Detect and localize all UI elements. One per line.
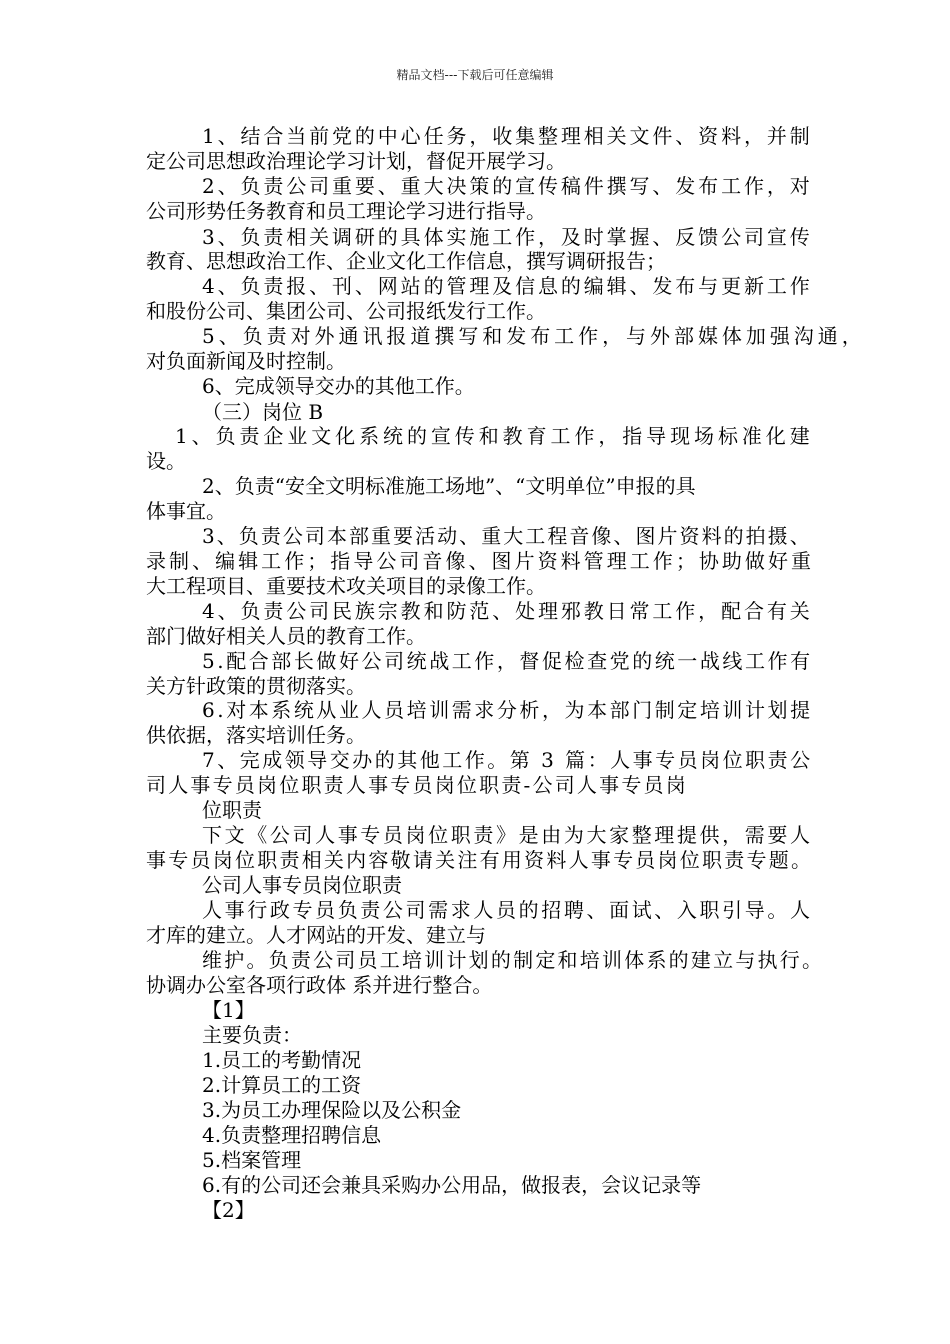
text-line: 司人事专员岗位职责人事专员岗位职责-公司人事专员岗 [146, 773, 688, 797]
text-line: 7、完成领导交办的其他工作。第 3 篇：人事专员岗位职责公 [202, 748, 813, 772]
text-line: 部门做好相关人员的教育工作。 [146, 624, 426, 648]
text-line: 2.计算员工的工资 [202, 1073, 362, 1097]
text-line: 1、结合当前党的中心任务，收集整理相关文件、资料，并制 [202, 124, 813, 148]
text-line: 下文《公司人事专员岗位职责》是由为大家整理提供，需要人 [202, 823, 813, 847]
text-line: 3、负责相关调研的具体实施工作，及时掌握、反馈公司宣传 [202, 225, 813, 249]
text-line: 1.员工的考勤情况 [202, 1048, 362, 1072]
text-line: 事专员岗位职责相关内容敬请关注有用资料人事专员岗位职责专题。 [146, 848, 814, 872]
text-line: 6.有的公司还会兼具采购办公用品，做报表，会议记录等 [202, 1173, 702, 1197]
text-line: 5、负责对外通讯报道撰写和发布工作，与外部媒体加强沟通， [202, 324, 866, 348]
text-line: 维护。负责公司员工培训计划的制定和培训体系的建立与执行。 [202, 948, 825, 972]
text-line: 5.配合部长做好公司统战工作，督促检查党的统一战线工作有 [202, 649, 813, 673]
text-line: 体事宜。 [146, 499, 226, 523]
text-line: 大工程项目、重要技术攻关项目的录像工作。 [146, 574, 546, 598]
text-line: 主要负责： [202, 1023, 302, 1047]
text-line: 1、负责企业文化系统的宣传和教育工作，指导现场标准化建 [175, 424, 814, 448]
text-line: 【2】 [202, 1198, 255, 1222]
text-line: 【1】 [202, 998, 255, 1022]
text-line: 供依据，落实培训任务。 [146, 723, 366, 747]
text-line: 录制、编辑工作；指导公司音像、图片资料管理工作；协助做好重 [146, 549, 815, 573]
text-line: 人事行政专员负责公司需求人员的招聘、面试、入职引导。人 [202, 898, 813, 922]
text-line: 对负面新闻及时控制。 [146, 349, 346, 373]
text-line: 设。 [146, 449, 186, 473]
text-line: 4.负责整理招聘信息 [202, 1123, 382, 1147]
text-line: 2、负责公司重要、重大决策的宣传稿件撰写、发布工作，对 [202, 174, 813, 198]
text-line: 3.为员工办理保险以及公积金 [202, 1098, 462, 1122]
text-line: （三）岗位 B [202, 400, 324, 424]
page-header: 精品文档---下载后可任意编辑 [396, 68, 554, 82]
text-line: 4、负责公司民族宗教和防范、处理邪教日常工作，配合有关 [202, 599, 813, 623]
text-line: 2、负责“安全文明标准施工场地”、“文明单位”申报的具 [202, 474, 696, 498]
text-line: 公司人事专员岗位职责 [202, 873, 402, 897]
text-line: 定公司思想政治理论学习计划，督促开展学习。 [146, 149, 566, 173]
text-line: 3、负责公司本部重要活动、重大工程音像、图片资料的拍摄、 [202, 524, 812, 548]
text-line: 5.档案管理 [202, 1148, 302, 1172]
text-line: 公司形势任务教育和员工理论学习进行指导。 [146, 199, 546, 223]
text-line: 教育、思想政治工作、企业文化工作信息，撰写调研报告； [146, 249, 666, 273]
text-line: 6.对本系统从业人员培训需求分析，为本部门制定培训计划提 [202, 698, 813, 722]
text-line: 协调办公室各项行政体 系并进行整合。 [146, 973, 493, 997]
text-line: 位职责 [202, 798, 262, 822]
text-line: 才库的建立。人才网站的开发、建立与 [146, 923, 486, 947]
text-line: 和股份公司、集团公司、公司报纸发行工作。 [146, 299, 546, 323]
text-line: 关方针政策的贯彻落实。 [146, 674, 366, 698]
text-line: 4、负责报、刊、网站的管理及信息的编辑、发布与更新工作 [202, 274, 813, 298]
text-line: 6、完成领导交办的其他工作。 [202, 374, 475, 398]
